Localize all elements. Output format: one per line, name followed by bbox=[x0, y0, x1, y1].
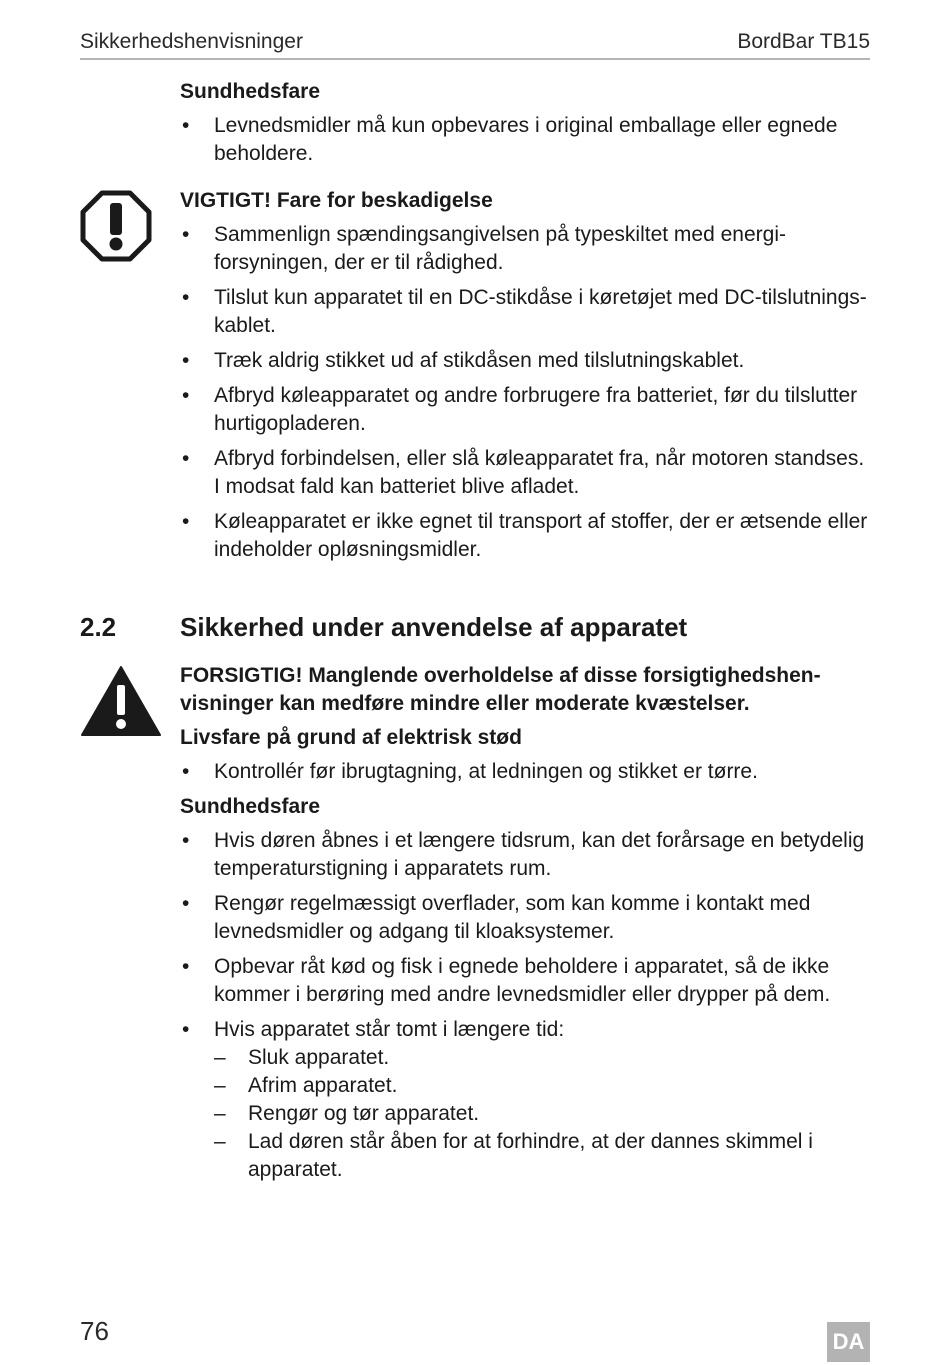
section-number: 2.2 bbox=[80, 612, 117, 642]
warning-triangle-icon bbox=[80, 665, 162, 742]
list-item: • Rengør regelmæssigt overflader, som kan komme i kontakt med levnedsmidler og adgang til kloaksystemer. bbox=[180, 890, 870, 946]
octagon-exclamation-icon bbox=[80, 190, 152, 267]
list-item: • Træk aldrig stikket ud af stikdåsen med tilslutningskablet. bbox=[180, 347, 870, 375]
header-product-name: BordBar TB15 bbox=[737, 30, 870, 53]
list-item: • Opbevar råt kød og fisk i egnede beholdere i apparatet, så de ikke kommer i berøring med andre levnedsmidler eller drypper på dem. bbox=[180, 953, 870, 1009]
list-item bbox=[180, 1016, 870, 1184]
section-title: Sikkerhed under anvendelse af apparatet bbox=[180, 612, 688, 642]
list-item: • Køleapparatet er ikke egnet til transport af stoffer, der er ætsende eller indeholder opløsningsmidler. bbox=[180, 508, 870, 564]
header-section-title: Sikkerhedshenvisninger bbox=[80, 30, 303, 53]
caution-text: FORSIGTIG! Manglende overholdelse af disse forsigtighedshen-visninger kan medføre mindre eller moderate kvæstelser. bbox=[180, 664, 821, 715]
sub-list-item: – Lad døren står åben for at forhindre, at der dannes skimmel i apparatet. bbox=[214, 1128, 870, 1184]
electric-shock-heading: Livsfare på grund af elektrisk stød bbox=[180, 726, 522, 749]
caution-block bbox=[180, 662, 870, 1191]
sub-list-item: – Afrim apparatet. bbox=[214, 1072, 870, 1100]
list-item-text: Hvis apparatet står tomt i længere tid: bbox=[214, 1018, 565, 1041]
list-item: • Levnedsmidler må kun opbevares i original emballage eller egnede beholdere. bbox=[180, 112, 870, 168]
list-item: • Tilslut kun apparatet til en DC-stikdåse i køretøjet med DC-tilslutnings-kablet. bbox=[180, 284, 870, 340]
list-item: • Sammenlign spændingsangivelsen på typeskiltet med energi-forsyningen, der er til rådighed. bbox=[180, 221, 870, 277]
list-item: • Kontrollér før ibrugtagning, at ledningen og stikket er tørre. bbox=[180, 758, 870, 786]
sub-list bbox=[214, 1044, 870, 1184]
sub-list-item: – Sluk apparatet. bbox=[214, 1044, 870, 1072]
sub-list-item: – Rengør og tør apparatet. bbox=[214, 1100, 870, 1128]
health-hazard-block-1 bbox=[180, 78, 870, 175]
health-hazard-heading: Sundhedsfare bbox=[180, 80, 321, 103]
list-item: • Hvis døren åbnes i et længere tidsrum, kan det forårsage en betydelig temperaturstigning i apparatets rum. bbox=[180, 827, 870, 883]
damage-notice-heading: VIGTIGT! Fare for beskadigelse bbox=[180, 189, 493, 212]
language-badge: DA bbox=[827, 1322, 870, 1362]
page-header bbox=[80, 28, 870, 60]
page-number: 76 bbox=[80, 1316, 109, 1346]
damage-notice-block bbox=[180, 187, 870, 571]
list-item: • Afbryd forbindelsen, eller slå køleapparatet fra, når motoren standses. I modsat fald kan batteriet blive afladet. bbox=[180, 445, 870, 501]
health-hazard-heading-2: Sundhedsfare bbox=[180, 795, 321, 818]
list-item: • Afbryd køleapparatet og andre forbrugere fra batteriet, før du tilslutter hurtigopladeren. bbox=[180, 382, 870, 438]
